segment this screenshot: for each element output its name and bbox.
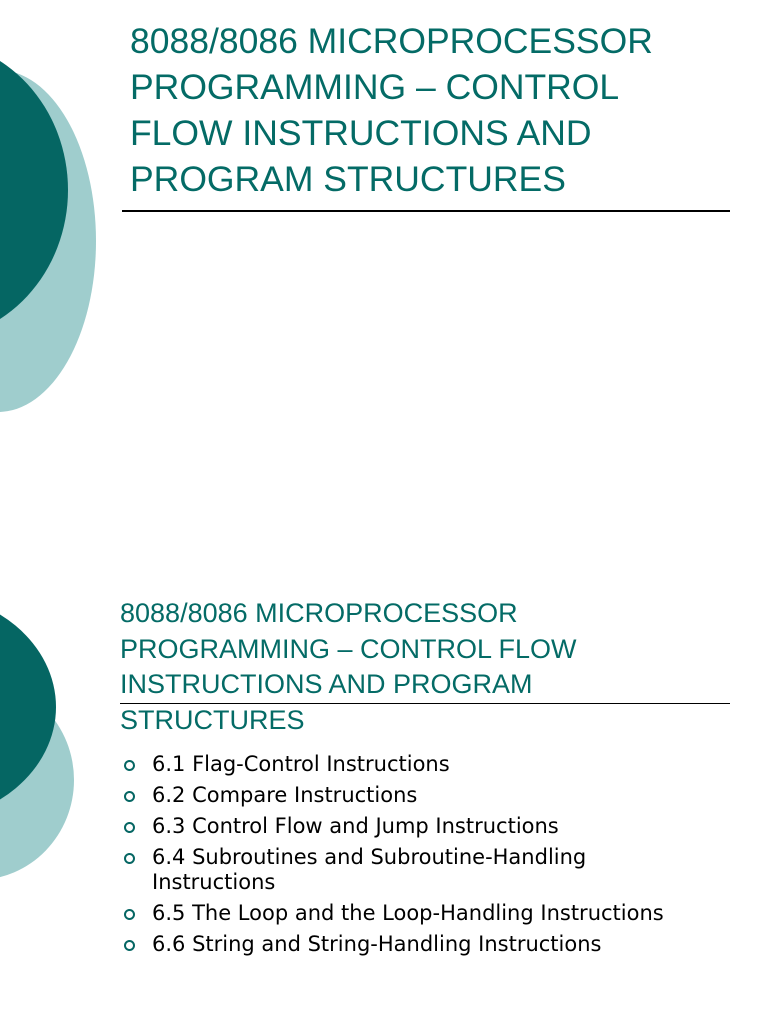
hollow-circle-bullet-icon <box>124 791 135 802</box>
list-item-text: 6.4 Subroutines and Subroutine-Handling Instructions <box>152 845 587 894</box>
hollow-circle-bullet-icon <box>124 940 135 951</box>
outline-slide <box>0 512 768 1024</box>
hollow-circle-bullet-icon <box>124 853 135 864</box>
list-item-text: 6.5 The Loop and the Loop-Handling Instructions <box>152 901 664 925</box>
slide-title: 8088/8086 MICROPROCESSOR PROGRAMMING – CONTROL FLOW INSTRUCTIONS AND PROGRAM STRUCTURES <box>130 21 653 199</box>
list-item-text: 6.2 Compare Instructions <box>152 783 418 807</box>
title-underline <box>122 210 730 212</box>
list-item <box>124 783 714 808</box>
list-item <box>124 932 714 957</box>
hollow-circle-bullet-icon <box>124 909 135 920</box>
list-item-text: 6.6 String and String-Handling Instructions <box>152 932 602 956</box>
list-item <box>124 845 714 895</box>
list-item-text: 6.3 Control Flow and Jump Instructions <box>152 814 559 838</box>
slide-title: 8088/8086 MICROPROCESSOR PROGRAMMING – CONTROL FLOW INSTRUCTIONS AND PROGRAM STRUCTURES <box>120 598 577 735</box>
list-item <box>124 752 714 777</box>
title-underline <box>120 703 730 704</box>
topic-list <box>124 752 714 963</box>
hollow-circle-bullet-icon <box>124 760 135 771</box>
list-item-text: 6.1 Flag-Control Instructions <box>152 752 450 776</box>
list-item <box>124 814 714 839</box>
list-item <box>124 901 714 926</box>
hollow-circle-bullet-icon <box>124 822 135 833</box>
